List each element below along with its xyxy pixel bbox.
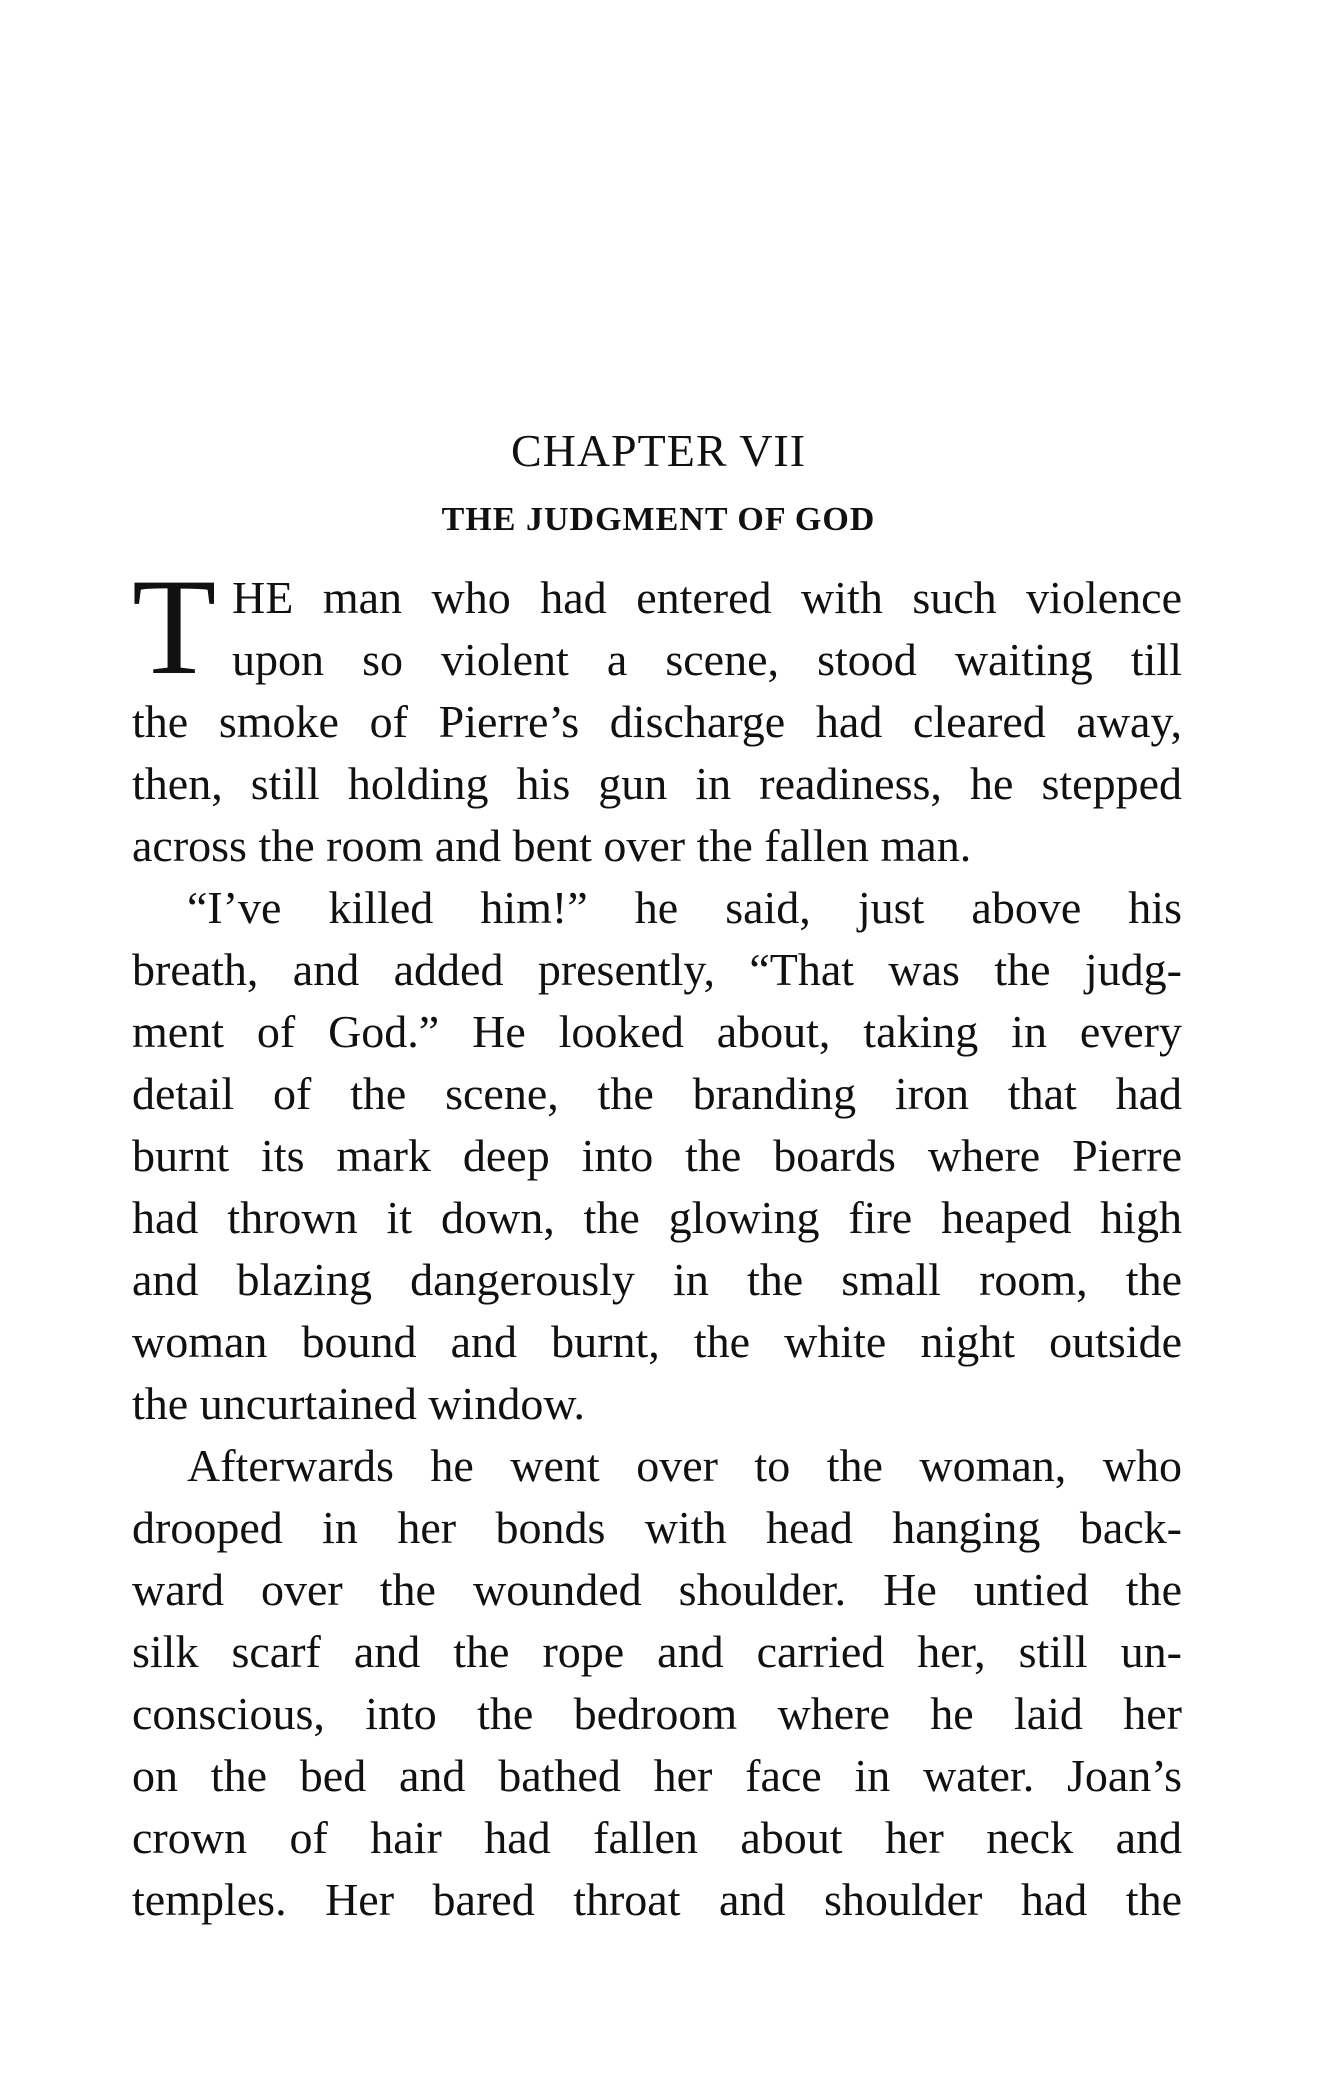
text-line: drooped in her bonds with head hanging back-: [132, 1502, 1182, 1553]
text-line: upon so violent a scene, stood waiting till: [232, 634, 1182, 685]
chapter-subtitle: THE JUDGMENT OF GOD: [441, 501, 876, 538]
text-line: the uncurtained window.: [132, 1378, 586, 1429]
text-line: breath, and added presently, “That was the judg-: [132, 944, 1182, 995]
text-line: conscious, into the bedroom where he laid her: [132, 1688, 1182, 1739]
text-line: the smoke of Pierre’s discharge had cleared away,: [132, 696, 1182, 747]
text-line: then, still holding his gun in readiness, he stepped: [132, 758, 1182, 809]
text-line: ward over the wounded shoulder. He untied the: [132, 1564, 1182, 1615]
drop-cap: T: [132, 550, 217, 703]
text-line: across the room and bent over the fallen man.: [132, 820, 972, 871]
text-line: had thrown it down, the glowing fire heaped high: [132, 1192, 1182, 1243]
body-text: [132, 550, 1182, 1931]
text-line: on the bed and bathed her face in water. Joan’s: [132, 1750, 1182, 1801]
chapter-heading: CHAPTER VII: [510, 425, 807, 476]
text-line: “I’ve killed him!” he said, just above his: [187, 882, 1182, 933]
text-line: and blazing dangerously in the small room, the: [132, 1254, 1182, 1305]
text-line: ment of God.” He looked about, taking in every: [132, 1006, 1182, 1057]
text-line: HE man who had entered with such violence: [232, 572, 1182, 623]
text-line: detail of the scene, the branding iron that had: [132, 1068, 1182, 1119]
text-line: temples. Her bared throat and shoulder had the: [132, 1874, 1182, 1925]
text-line: crown of hair had fallen about her neck and: [132, 1812, 1182, 1863]
text-line: Afterwards he went over to the woman, who: [187, 1440, 1182, 1491]
text-line: silk scarf and the rope and carried her, still un-: [132, 1626, 1182, 1677]
text-line: burnt its mark deep into the boards where Pierre: [132, 1130, 1182, 1181]
text-line: woman bound and burnt, the white night outside: [132, 1316, 1182, 1367]
